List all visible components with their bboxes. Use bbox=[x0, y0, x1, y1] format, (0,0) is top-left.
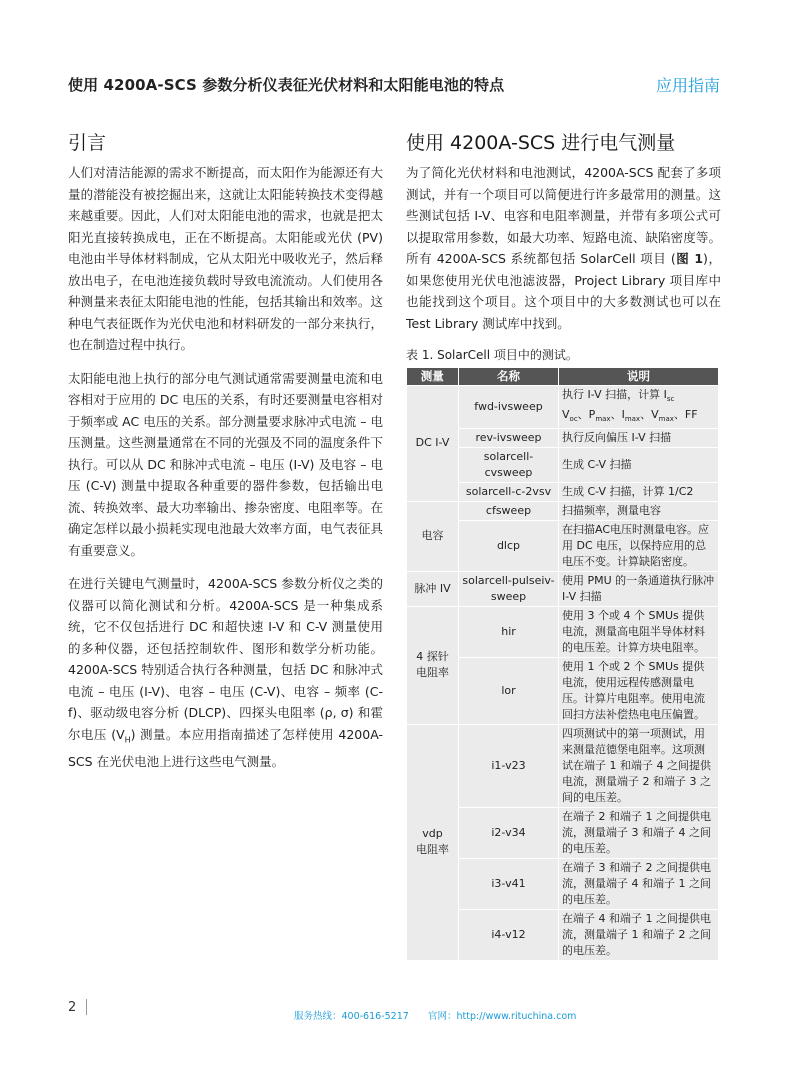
page-header bbox=[68, 70, 720, 100]
test-description: 在扫描AC电压时测量电容。应用 DC 电压，以保持应用的总电压不变。计算缺陷密度。 bbox=[559, 520, 719, 571]
test-name: solarcell-cvsweep bbox=[459, 447, 559, 482]
solarcell-tests-table bbox=[406, 368, 719, 961]
table-row bbox=[407, 385, 719, 428]
sub-max-i: max bbox=[624, 414, 641, 423]
test-name: hir bbox=[459, 606, 559, 657]
sub-max-v: max bbox=[658, 414, 674, 423]
sub-oc: oc bbox=[569, 414, 578, 423]
measurement-heading: 使用 4200A-SCS 进行电气测量 bbox=[406, 132, 676, 154]
test-description: 生成 C-V 扫描，计算 1/C2 bbox=[559, 482, 719, 501]
test-description: 使用 3 个或 4 个 SMUs 提供电流，测量高电阻半导体材料的电压差。计算方块电阻率。 bbox=[559, 606, 719, 657]
table-row bbox=[407, 501, 719, 520]
intro-paragraph-3-end: ) 测量。本应用指南描述了怎样使用 4200A-SCS 在光伏电池上进行这些电气测量。 bbox=[68, 726, 383, 769]
page-number: 2 bbox=[68, 1000, 77, 1015]
measurement-text-b: )，如果您使用光伏电池滤波器，Project Library 项目库中也能找到这个项目。这个项目中的大多数测试也可以在 Test Library 测试库中找到。 bbox=[406, 251, 721, 331]
service-hotline: 服务热线：400-616-5217 bbox=[294, 1011, 409, 1022]
fwd-desc-v: V bbox=[562, 407, 570, 421]
table-row bbox=[407, 571, 719, 606]
figure-reference: 图 1 bbox=[675, 251, 704, 266]
test-description: 在端子 2 和端子 1 之间提供电流，测量端子 3 和端子 4 之间的电压差。 bbox=[559, 807, 719, 858]
section-tag: 应用指南 bbox=[655, 76, 720, 95]
right-column bbox=[406, 130, 721, 961]
test-description: 使用 1 个或 2 个 SMUs 提供电流，使用远程传感测量电压。计算片电阻率。使用电流回扫方法补偿热电电压偏置。 bbox=[559, 657, 719, 724]
fwd-desc-vmax: 、V bbox=[640, 407, 659, 421]
category-dc-iv: DC I-V bbox=[407, 385, 459, 501]
fwd-desc-i: 、I bbox=[610, 407, 625, 421]
test-name: dlcp bbox=[459, 520, 559, 571]
intro-paragraph-2: 太阳能电池上执行的部分电气测试通常需要测量电流和电容相对于应用的 DC 电压的关系，有时还要测量电容相对于频率或 AC 电压的关系。部分测量要求脉冲式电流 – 电压测量。这些测量通常在不同的光强及不同的温度条件下执行。可以从 DC 和脉冲式电流 – 电压 (I-V) 及电容 – 电压 (C-V) 测量中提取各种重要的器件参数，包括输出电流、转换效率、最大功率输出、掺杂密度、电阻率等。在确定怎样以最小损耗实现电池最大效率方面，电气表征具有重要意义。 bbox=[68, 370, 383, 558]
table-header-row bbox=[407, 368, 719, 385]
test-description: 在端子 4 和端子 1 之间提供电流，测量端子 1 和端子 2 之间的电压差。 bbox=[559, 909, 719, 960]
table-row bbox=[407, 606, 719, 657]
fwd-desc-p: 、P bbox=[577, 407, 596, 421]
test-name: fwd-ivsweep bbox=[459, 385, 559, 428]
footer-divider bbox=[86, 999, 87, 1015]
test-name: i3-v41 bbox=[459, 858, 559, 909]
measurement-paragraph bbox=[406, 162, 721, 334]
sub-sc: sc bbox=[666, 394, 675, 403]
intro-paragraph-3-text: 在进行关键电气测量时，4200A-SCS 参数分析仪之类的仪器可以简化测试和分析。4200A-SCS 是一种集成系统，它不仅包括进行 DC 和超快速 I-V 和 C-V 测量使用的多种仪器，还包括控制软件、图形和数学分析功能。4200A-SCS 特别适合执行各种测量，包括 DC 和脉冲式电流 – 电压 (I-V)、电容 – 电压 (C-V)、电容 – 频率 (C-f)、驱动级电容分析 (DLCP)、四探头电阻率 (ρ, σ) 和霍尔电压 (V bbox=[68, 576, 383, 742]
test-description: 四项测试中的第一项测试，用来测量范德堡电阻率。这项测试在端子 1 和端子 4 之间提供电流，测量端子 2 和端子 3 之间的电压差。 bbox=[559, 724, 719, 807]
test-name: solarcell-pulseiv-sweep bbox=[459, 571, 559, 606]
document-title: 使用 4200A-SCS 参数分析仪表征光伏材料和太阳能电池的特点 bbox=[68, 76, 505, 94]
test-name: rev-ivsweep bbox=[459, 428, 559, 447]
fwd-desc-a: 执行 I-V 扫描，计算 I bbox=[562, 387, 667, 401]
table-caption: 表 1. SolarCell 项目中的测试。 bbox=[406, 348, 578, 362]
left-column bbox=[68, 130, 383, 784]
test-description bbox=[559, 385, 719, 428]
header-description: 说明 bbox=[559, 368, 719, 385]
table-row bbox=[407, 724, 719, 807]
header-measurement: 测量 bbox=[407, 368, 459, 385]
test-description: 执行反向偏压 I-V 扫描 bbox=[559, 428, 719, 447]
website-link[interactable]: 官网：http://www.rituchina.com bbox=[428, 1011, 577, 1022]
test-name: i2-v34 bbox=[459, 807, 559, 858]
intro-paragraph-1: 人们对清洁能源的需求不断提高，而太阳作为能源还有大量的潜能没有被挖掘出来，这就让太阳能转换技术变得越来越重要。因此，人们对太阳能电池的需求，也就是把太阳光直接转换成电，正在不断提高。太阳能或光伏 (PV) 电池由半导体材料制成，它从太阳光中吸收光子，然后释放出电子，在电池连接负载时导致电流流动。人们使用各种测量来表征太阳能电池的性能，包括其输出和效率。这种电气表征既作为光伏电池和材料研发的一部分来执行，也在制造过程中执行。 bbox=[68, 165, 383, 352]
intro-paragraph-3 bbox=[68, 573, 383, 772]
category-pulse-iv: 脉冲 IV bbox=[407, 571, 459, 606]
hall-subscript: H bbox=[124, 735, 131, 744]
sub-max-p: max bbox=[595, 414, 611, 423]
category-4-probe: 4 探针 电阻率 bbox=[407, 606, 459, 724]
intro-heading: 引言 bbox=[68, 132, 107, 154]
test-description: 生成 C-V 扫描 bbox=[559, 447, 719, 482]
category-capacitance: 电容 bbox=[407, 501, 459, 571]
test-name: cfsweep bbox=[459, 501, 559, 520]
fwd-desc-ff: 、FF bbox=[673, 407, 698, 421]
test-name: solarcell-c-2vsv bbox=[459, 482, 559, 501]
test-name: lor bbox=[459, 657, 559, 724]
header-name: 名称 bbox=[459, 368, 559, 385]
test-description: 在端子 3 和端子 2 之间提供电流，测量端子 4 和端子 1 之间的电压差。 bbox=[559, 858, 719, 909]
test-name: i4-v12 bbox=[459, 909, 559, 960]
category-vdp: vdp 电阻率 bbox=[407, 724, 459, 960]
test-description: 扫描频率，测量电容 bbox=[559, 501, 719, 520]
measurement-text-a: 为了简化光伏材料和电池测试，4200A-SCS 配套了多项测试，并有一个项目可以简便进行许多最常用的测量。这些测试包括 I-V、电容和电阻率测量，并带有多项公式可以提取常用参数，如最大功率、短路电流、缺陷密度等。所有 4200A-SCS 系统都包括 SolarCell 项目 ( bbox=[406, 165, 721, 266]
test-name: i1-v23 bbox=[459, 724, 559, 807]
test-description: 使用 PMU 的一条通道执行脉冲 I-V 扫描 bbox=[559, 571, 719, 606]
